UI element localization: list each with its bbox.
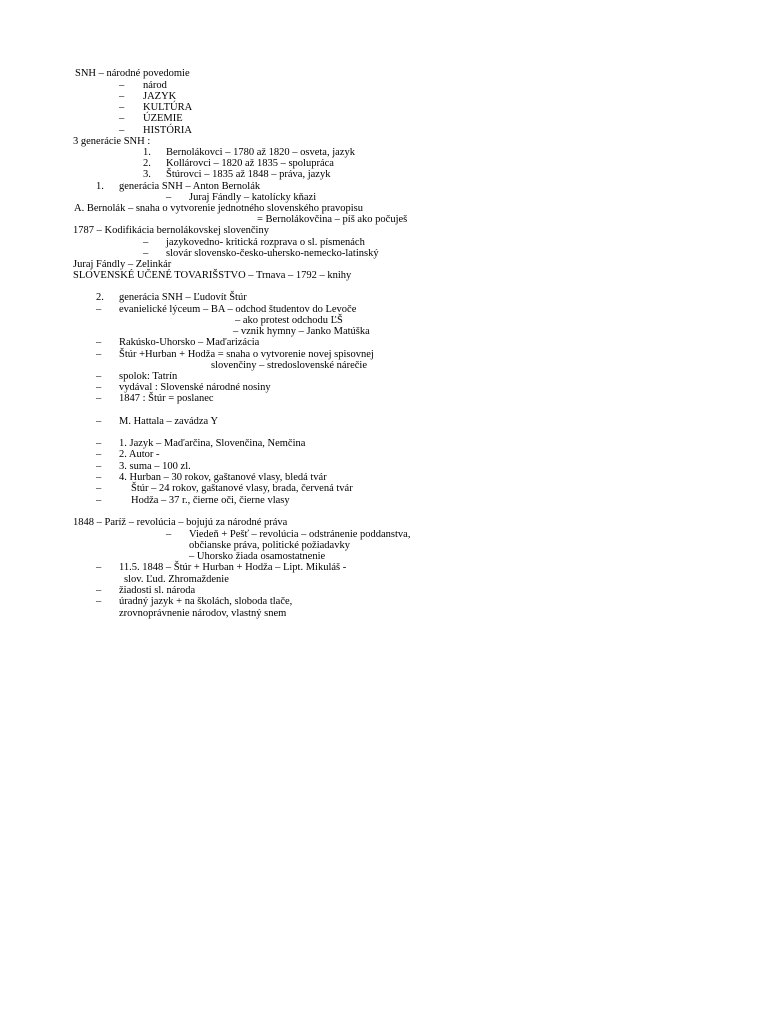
text-line: Viedeň + Pešť – revolúcia – odstránenie poddanstva, bbox=[189, 529, 411, 540]
list-number: 1. bbox=[96, 181, 104, 192]
list-dash: – bbox=[96, 562, 102, 573]
text-line: = Bernolákovčina – píš ako počuješ bbox=[257, 214, 408, 225]
text-line: 3. suma – 100 zl. bbox=[119, 461, 191, 472]
text-line: generácia SNH – Ľudovít Štúr bbox=[119, 292, 247, 303]
list-dash: – bbox=[96, 585, 102, 596]
text-line: 1847 : Štúr = poslanec bbox=[119, 393, 214, 404]
list-dash: – bbox=[166, 529, 172, 540]
list-dash: – bbox=[96, 495, 102, 506]
list-dash: – bbox=[96, 438, 102, 449]
text-line: Juraj Fándly – katolícky kňazi bbox=[189, 192, 317, 203]
list-dash: – bbox=[119, 113, 125, 124]
text-line: SNH – národné povedomie bbox=[75, 68, 190, 79]
list-dash: – bbox=[96, 483, 102, 494]
text-line: národ bbox=[143, 80, 167, 91]
text-line: 2. Autor - bbox=[119, 449, 160, 460]
list-dash: – bbox=[96, 349, 102, 360]
text-line: ÚZEMIE bbox=[143, 113, 183, 124]
text-line: občianske práva, politické požiadavky bbox=[189, 540, 350, 551]
list-dash: – bbox=[96, 472, 102, 483]
text-line: KULTÚRA bbox=[143, 102, 193, 113]
text-line: Štúr – 24 rokov, gaštanové vlasy, brada, červená tvár bbox=[131, 483, 353, 494]
list-dash: – bbox=[96, 461, 102, 472]
text-line: generácia SNH – Anton Bernolák bbox=[119, 181, 261, 192]
text-line: M. Hattala – zavádza Y bbox=[119, 416, 219, 427]
list-dash: – bbox=[96, 371, 102, 382]
text-line: slovenčiny – stredoslovenské nárečie bbox=[211, 360, 367, 371]
list-dash: – bbox=[119, 125, 125, 136]
text-line: SLOVENSKÉ UČENÉ TOVARIŠSTVO – Trnava – 1792 – knihy bbox=[73, 270, 352, 281]
list-dash: – bbox=[96, 449, 102, 460]
list-number: 2. bbox=[143, 158, 151, 169]
text-line: úradný jazyk + na školách, sloboda tlače, bbox=[119, 596, 293, 607]
text-line: 1787 – Kodifikácia bernolákovskej slovenčiny bbox=[73, 225, 269, 236]
text-line: zrovnoprávnenie národov, vlastný snem bbox=[119, 608, 287, 619]
text-line: jazykovedno- kritická rozprava o sl. písmenách bbox=[166, 237, 365, 248]
list-number: 3. bbox=[143, 169, 151, 180]
list-dash: – bbox=[166, 192, 172, 203]
text-line: Juraj Fándly – Zelinkár bbox=[73, 259, 172, 270]
list-dash: – bbox=[119, 102, 125, 113]
list-dash: – bbox=[143, 248, 149, 259]
list-number: 1. bbox=[143, 147, 151, 158]
list-dash: – bbox=[143, 237, 149, 248]
text-line: evanielické lýceum – BA – odchod študentov do Levoče bbox=[119, 304, 357, 315]
text-line: Štúr +Hurban + Hodža = snaha o vytvorenie novej spisovnej bbox=[119, 349, 374, 360]
text-line: – vznik hymny – Janko Matúška bbox=[233, 326, 370, 337]
text-line: 1. Jazyk – Maďarčina, Slovenčina, Nemčina bbox=[119, 438, 306, 449]
text-line: 1848 – Paríž – revolúcia – bojujú za národné práva bbox=[73, 517, 288, 528]
list-dash: – bbox=[96, 382, 102, 393]
list-dash: – bbox=[96, 304, 102, 315]
text-line: HISTÓRIA bbox=[143, 125, 192, 136]
text-line: slov. Ľud. Zhromaždenie bbox=[124, 574, 229, 585]
text-line: Štúrovci – 1835 až 1848 – práva, jazyk bbox=[166, 169, 331, 180]
text-line: – ako protest odchodu ĽŠ bbox=[235, 315, 343, 326]
list-dash: – bbox=[96, 416, 102, 427]
text-line: 4. Hurban – 30 rokov, gaštanové vlasy, bledá tvár bbox=[119, 472, 327, 483]
text-line: 11.5. 1848 – Štúr + Hurban + Hodža – Lipt. Mikuláš - bbox=[119, 562, 347, 573]
text-line: slovár slovensko-česko-uhersko-nemecko-latinský bbox=[166, 248, 379, 259]
list-dash: – bbox=[119, 80, 125, 91]
list-dash: – bbox=[96, 337, 102, 348]
text-line: – Uhorsko žiada osamostatnenie bbox=[189, 551, 326, 562]
text-line: spolok: Tatrín bbox=[119, 371, 178, 382]
text-line: žiadosti sl. národa bbox=[119, 585, 196, 596]
list-dash: – bbox=[96, 596, 102, 607]
list-dash: – bbox=[96, 393, 102, 404]
text-line: Bernolákovci – 1780 až 1820 – osveta, jazyk bbox=[166, 147, 355, 158]
list-number: 2. bbox=[96, 292, 104, 303]
list-dash: – bbox=[119, 91, 125, 102]
text-line: Rakúsko-Uhorsko – Maďarizácia bbox=[119, 337, 260, 348]
text-line: Kollárovci – 1820 až 1835 – spolupráca bbox=[166, 158, 334, 169]
text-line: A. Bernolák – snaha o vytvorenie jednotného slovenského pravopisu bbox=[74, 203, 363, 214]
text-line: 3 generácie SNH : bbox=[73, 136, 151, 147]
text-line: Hodža – 37 r., čierne oči, čierne vlasy bbox=[131, 495, 290, 506]
text-line: JAZYK bbox=[143, 91, 177, 102]
text-line: vydával : Slovenské národné nosiny bbox=[119, 382, 271, 393]
